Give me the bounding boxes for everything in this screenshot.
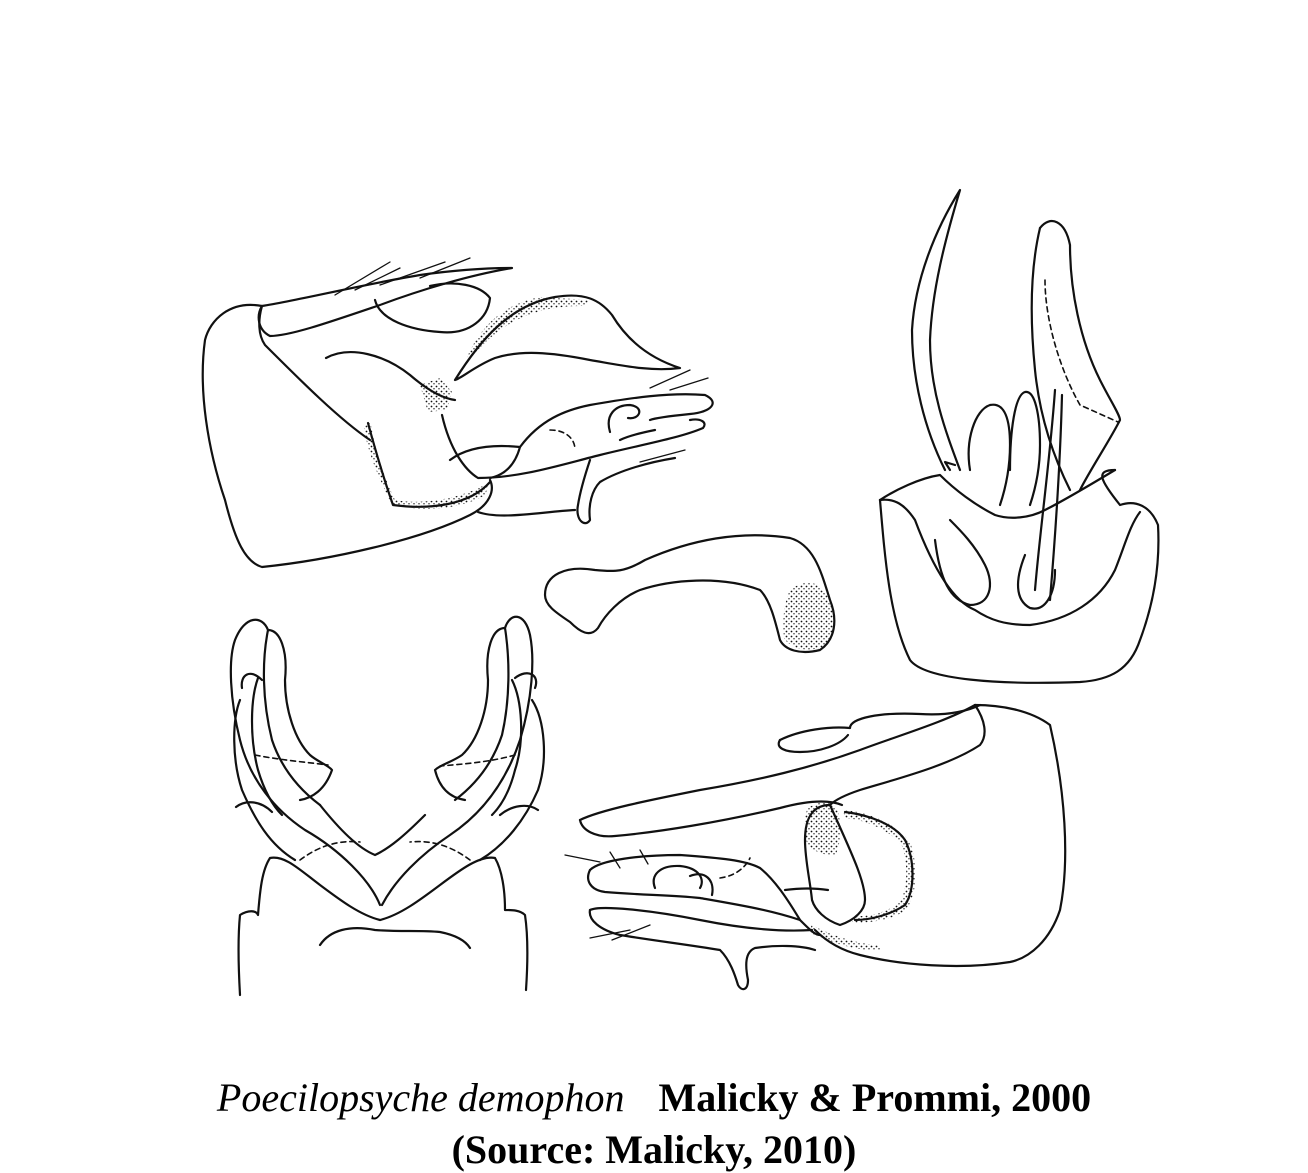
figure-caption-source: (Source: Malicky, 2010): [451, 1127, 857, 1172]
genitalia-lateral-view: [203, 258, 713, 567]
genitalia-lateral-view-right: [565, 705, 1065, 989]
genitalia-ventral-view: [231, 617, 544, 995]
figure-caption-title: [0, 1075, 1308, 1120]
genitalia-dorsal-view: [880, 190, 1158, 683]
phallus-detail: [545, 535, 835, 652]
species-name: Poecilopsyche demophon: [216, 1075, 625, 1120]
species-authority: Malicky & Prommi, 2000: [658, 1075, 1092, 1120]
